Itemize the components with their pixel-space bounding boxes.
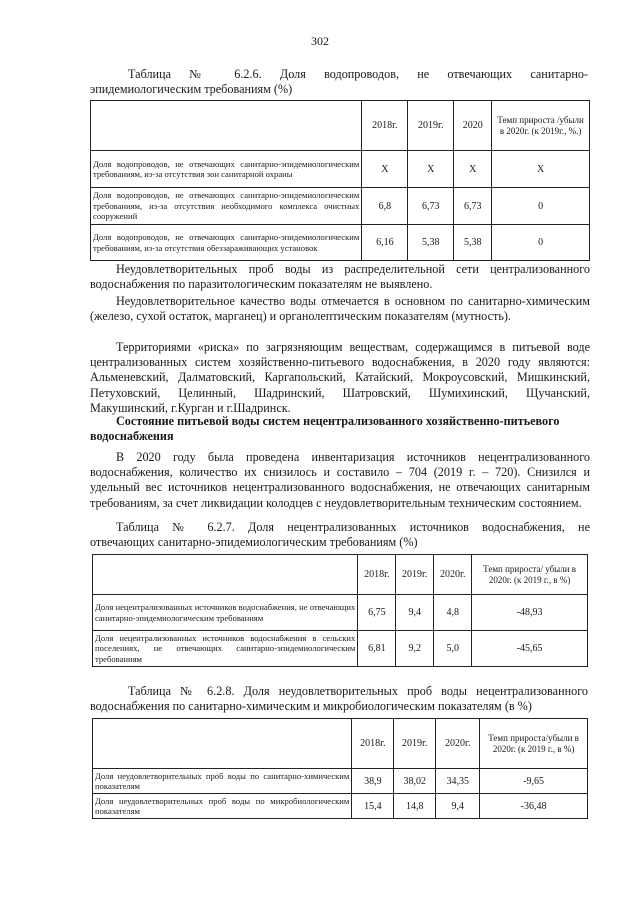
table-header-row bbox=[91, 101, 590, 151]
cell-2019: 14,8 bbox=[394, 794, 436, 819]
header-cell: Темп прироста/убыли в 2020г. (к 2019 г., в %) bbox=[480, 719, 588, 769]
cell-2019: Х bbox=[408, 151, 454, 188]
cell-2019: 9,2 bbox=[396, 631, 434, 667]
row-label: Доля водопроводов, не отвечающих санитарно-эпидемиологическим требованиям, из-за отсутствия обеззараживающих установок bbox=[91, 225, 362, 261]
table-6-2-7 bbox=[92, 554, 588, 667]
header-cell bbox=[93, 555, 358, 595]
header-cell bbox=[91, 101, 362, 151]
table-header-row bbox=[93, 555, 588, 595]
header-cell: Темп прироста /убыли в 2020г. (к 2019г., %.) bbox=[492, 101, 590, 151]
paragraph: Неудовлетворительных проб воды из распределительной сети централизованного водоснабжения по паразитологическим показателям не выявлено. bbox=[90, 262, 590, 292]
header-cell: Темп прироста/ убыли в 2020г. (к 2019 г., в %) bbox=[472, 555, 588, 595]
row-label: Доля нецентрализованных источников водоснабжения в сельских поселениях, не отвечающих санитарно-эпидемиологическим требованиям bbox=[93, 631, 358, 667]
cell-2018: 6,16 bbox=[362, 225, 408, 261]
cell-2020: 34,35 bbox=[436, 769, 480, 794]
cell-2020: 6,73 bbox=[454, 188, 492, 225]
table-caption: Таблица № 6.2.7. Доля нецентрализованных источников водоснабжения, не bbox=[116, 520, 590, 534]
cell-2018: 38,9 bbox=[352, 769, 394, 794]
cell-2018: 15,4 bbox=[352, 794, 394, 819]
table-row bbox=[91, 188, 590, 225]
row-label: Доля водопроводов, не отвечающих санитарно-эпидемиологическим требованиям, из-за отсутствия зон санитарной охраны bbox=[91, 151, 362, 188]
table-caption-cont: эпидемиологическим требованиям (%) bbox=[90, 82, 293, 96]
table-caption-cont: отвечающих санитарно-эпидемиологическим требованиям (%) bbox=[90, 535, 418, 549]
table-row bbox=[93, 631, 588, 667]
cell-2018: Х bbox=[362, 151, 408, 188]
table-row bbox=[93, 595, 588, 631]
cell-2018: 6,8 bbox=[362, 188, 408, 225]
table-caption: Таблица № 6.2.6. Доля водопроводов, не отвечающих санитарно- bbox=[128, 67, 588, 81]
table-header-row bbox=[93, 719, 588, 769]
cell-growth: -45,65 bbox=[472, 631, 588, 667]
row-label: Доля неудовлетворительных проб воды по микробиологическим показателям bbox=[93, 794, 352, 819]
header-cell: 2020г. bbox=[434, 555, 472, 595]
table-caption: Таблица № 6.2.8. Доля неудовлетворительных проб воды нецентрализованного bbox=[128, 684, 588, 698]
row-label: Доля нецентрализованных источников водоснабжения, не отвечающих санитарно-эпидемиологическим требованиям bbox=[93, 595, 358, 631]
cell-growth: -48,93 bbox=[472, 595, 588, 631]
cell-2020: 5,0 bbox=[434, 631, 472, 667]
cell-growth: -36,48 bbox=[480, 794, 588, 819]
page-number: 302 bbox=[311, 34, 329, 48]
header-cell: 2018г. bbox=[352, 719, 394, 769]
row-label: Доля неудовлетворительных проб воды по санитарно-химическим показателям bbox=[93, 769, 352, 794]
section-title: Состояние питьевой воды систем нецентрализованного хозяйственно-питьевого водоснабжения bbox=[90, 414, 560, 444]
header-cell: 2020 bbox=[454, 101, 492, 151]
table-caption-cont: водоснабжения по санитарно-химическим и микробиологическим показателям (в %) bbox=[90, 699, 532, 713]
table-row bbox=[93, 769, 588, 794]
cell-2019: 38,02 bbox=[394, 769, 436, 794]
header-cell: 2019г. bbox=[396, 555, 434, 595]
paragraph: В 2020 году была проведена инвентаризация источников нецентрализованного водоснабжения, количество их снизилось и составило – 704 (2019 г. – 720). Снизился и удельный вес источников нецентрализованного водоснабжения, не отвечающих санитарным требованиям, за счет ликвидации колодцев с неудовлетворительным техническим состоянием. bbox=[90, 450, 590, 510]
cell-2019: 5,38 bbox=[408, 225, 454, 261]
cell-2020: Х bbox=[454, 151, 492, 188]
cell-2020: 5,38 bbox=[454, 225, 492, 261]
table-row bbox=[91, 151, 590, 188]
cell-2018: 6,75 bbox=[358, 595, 396, 631]
row-label: Доля водопроводов, не отвечающих санитарно-эпидемиологическим требованиям, из-за отсутствия необходимого комплекса очистных сооружений bbox=[91, 188, 362, 225]
table-6-2-6 bbox=[90, 100, 590, 261]
table-6-2-8 bbox=[92, 718, 588, 819]
cell-growth: -9,65 bbox=[480, 769, 588, 794]
paragraph: Неудовлетворительное качество воды отмечается в основном по санитарно-химическим (железо, сухой остаток, марганец) и органолептическим показателям (мутность). bbox=[90, 294, 590, 324]
header-cell: 2019г. bbox=[408, 101, 454, 151]
header-cell: 2019г. bbox=[394, 719, 436, 769]
table-row bbox=[93, 794, 588, 819]
cell-growth: 0 bbox=[492, 188, 590, 225]
header-cell: 2018г. bbox=[362, 101, 408, 151]
cell-2020: 4,8 bbox=[434, 595, 472, 631]
cell-2018: 6,81 bbox=[358, 631, 396, 667]
table-row bbox=[91, 225, 590, 261]
cell-2019: 9,4 bbox=[396, 595, 434, 631]
header-cell: 2020г. bbox=[436, 719, 480, 769]
header-cell bbox=[93, 719, 352, 769]
header-cell: 2018г. bbox=[358, 555, 396, 595]
cell-growth: 0 bbox=[492, 225, 590, 261]
cell-2019: 6,73 bbox=[408, 188, 454, 225]
cell-growth: Х bbox=[492, 151, 590, 188]
paragraph: Территориями «риска» по загрязняющим веществам, содержащимся в питьевой воде централизованных систем хозяйственно-питьевого водоснабжения, в 2020 году являются: Альменевский, Далматовский, Каргапольский, Катайский, Мокроусовский, Мишкинский, Петуховский, Целинный, Шадринский, Шатровский, Шумихинский, Щучанский, Макушинский, г.Курган и г.Шадринск. bbox=[90, 340, 590, 415]
cell-2020: 9,4 bbox=[436, 794, 480, 819]
